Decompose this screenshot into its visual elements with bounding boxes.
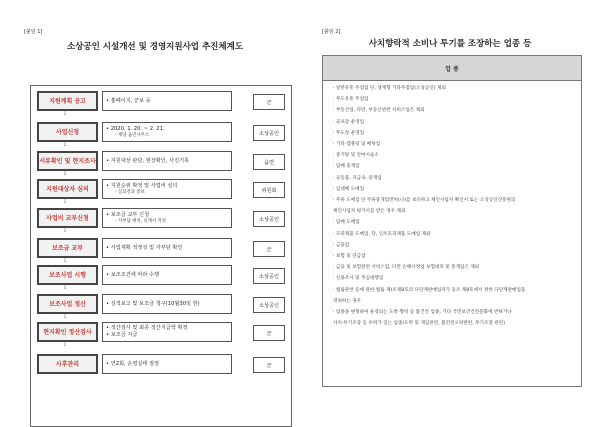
step-name-box — [37, 151, 98, 171]
step-name-box — [37, 91, 98, 111]
step-description-box — [102, 179, 232, 199]
step-name-box — [37, 354, 98, 374]
step-description: • 지원대상 판단, 현장확인, 사진기록 — [106, 157, 190, 164]
list-item: · 무도장 운영업 — [333, 130, 365, 136]
step-description: • 보조조건에 따라 수행 — [106, 271, 160, 278]
step-description-box — [102, 294, 232, 314]
step-description: • 실적보고 및 보조금 청구(10월30일 한) — [106, 300, 200, 307]
list-item: · 담배 도매업 — [333, 220, 360, 226]
step-description-box — [102, 265, 232, 285]
list-item: · 신용조사 및 추심대행업 — [333, 276, 384, 282]
step-agency: 읍면 — [253, 154, 285, 170]
down-arrow-icon: ⇩ — [63, 342, 68, 348]
step-description-box — [102, 354, 232, 374]
step-description-box — [102, 322, 232, 342]
list-item: · 법률관련 등에 관한 법률 제(조제8호의 다단계판매업자가 동조 제8호에서 정한 다단계판매업을 — [333, 287, 526, 293]
step-sub-description: - 자부담 예치, 실계서 작성 — [115, 218, 166, 224]
step-description: • 보조금 교부 신청 — [106, 211, 150, 218]
table-header: 업 종 — [323, 56, 581, 81]
process-step — [37, 265, 283, 285]
business-type-table — [322, 55, 582, 387]
step-sub-description: - 심의결과 통보 — [115, 189, 145, 195]
list-item: · 담배 중개업 — [333, 164, 360, 170]
step-name-box — [37, 122, 98, 142]
down-arrow-icon: ⇩ — [63, 142, 68, 148]
right-page — [300, 0, 600, 424]
list-item: 사치·투기조장 등 우려가 있는 업종(도박 및 게임관련, 불건전오락관련, 투기조장 관련) — [333, 321, 505, 327]
step-name-box — [37, 238, 98, 258]
step-name: 보조금 교부 — [51, 244, 84, 252]
step-agency: 군 — [253, 241, 285, 257]
process-step — [37, 151, 283, 171]
list-item: · 주류 도매업 단 주류중개업면허(나)를 보유하고 제인사업자 확인서 또는 소상공인진흥원의 — [333, 198, 516, 204]
step-description-box — [102, 122, 232, 142]
process-step — [37, 179, 283, 199]
step-agency: 소상공인 — [253, 211, 285, 227]
step-description: • 연2회, 운영실태 점검 — [106, 360, 160, 367]
step-name: 사업비 교부신청 — [46, 214, 89, 222]
process-step — [37, 322, 283, 342]
down-arrow-icon: ⇩ — [63, 171, 68, 177]
list-item: · 보험 및 연금업 — [333, 254, 366, 260]
attachment-tag: [붙임 1] — [24, 29, 43, 35]
step-sub-description: - 제당 읍면사무소 — [115, 132, 150, 138]
process-step — [37, 238, 283, 258]
list-item: 제인사업자 평가서를 받은 경우 제외 — [333, 209, 406, 215]
step-description: • 정산검사 및 최종 정산지급액 확정 — [106, 325, 188, 332]
business-type-list — [333, 83, 577, 329]
step-name-box — [37, 208, 98, 228]
process-step — [37, 354, 283, 374]
step-agency: 소상공인 — [253, 268, 285, 284]
left-page — [0, 0, 300, 424]
page-title: 소상공인 시설개선 및 경영지원사업 추진체계도 — [66, 42, 244, 52]
step-agency: 군 — [253, 357, 285, 373]
list-item: · 모피제품 도매업, 단, 인조모피제품 도매업 제외 — [333, 231, 431, 237]
step-name-box — [37, 294, 98, 314]
step-name: 현지확인 정산검사 — [43, 328, 92, 336]
down-arrow-icon: ⇩ — [63, 258, 68, 264]
process-step — [37, 91, 283, 111]
down-arrow-icon: ⇩ — [63, 285, 68, 291]
list-item: · 업종을 변형하여 운영되는 도박·향락 등 불건전 업종, 기타 국민보건건전문화에 반하거나 — [333, 310, 512, 316]
step-description: • 홈페이지, 군보 등 — [106, 97, 151, 104]
list-item: · 부동산업, 다만, 부동산관련 서비스업은 제외 — [333, 108, 425, 114]
step-description-box — [102, 208, 232, 228]
list-item: · 임대배 도매업 — [333, 186, 365, 192]
step-name: 서류확인 및 현지조사 — [39, 157, 96, 165]
step-name-box — [37, 265, 98, 285]
process-step — [37, 294, 283, 314]
page-title: 사치향락적 소비나 투기를 조장하는 업종 등 — [368, 39, 532, 49]
down-arrow-icon: ⇩ — [63, 314, 68, 320]
list-item: · 골동품, 귀금속, 중개업 — [333, 175, 382, 181]
list-item: 영위하는 경우 — [333, 298, 362, 304]
process-step — [37, 208, 283, 228]
process-flowchart — [30, 85, 292, 427]
list-item: · 금융업 — [333, 242, 350, 248]
step-name: 사후관리 — [55, 360, 80, 368]
step-description: • 2020. 1. 20. ~ 2. 21. — [106, 125, 165, 132]
attachment-tag: [붙임 2] — [322, 29, 341, 35]
step-agency: 군 — [253, 94, 285, 110]
list-item: · 골프장 운영업 — [333, 119, 365, 125]
step-agency: 소상공인 — [253, 297, 285, 313]
step-description: • 사업계획 적정성 및 자부담 확인 — [106, 244, 183, 251]
step-name: 보조사업 시행 — [49, 271, 86, 279]
step-agency: 위원회 — [253, 182, 285, 198]
process-step — [37, 122, 283, 142]
step-agency: 군 — [253, 325, 285, 341]
step-description-box — [102, 238, 232, 258]
list-item: · 기타 갬블링 및 베팅업 — [333, 142, 381, 148]
step-description: • 지원순위 확정 및 사업비 심의 — [106, 182, 178, 189]
down-arrow-icon: ⇩ — [63, 111, 68, 117]
step-description: • 보조금 지급 — [106, 332, 138, 338]
list-item: · 증기탕 및 안마시술소 — [333, 153, 379, 159]
step-name: 보조사업 정산 — [49, 300, 86, 308]
list-item: · 무도유흥 주점업 — [333, 97, 369, 103]
step-name-box — [37, 179, 98, 199]
down-arrow-icon: ⇩ — [63, 199, 68, 205]
step-description-box — [102, 151, 232, 171]
list-item: · 일반유흥 주점업 단, 생계형 기타주점업(소상공인) 제외 — [333, 86, 446, 91]
step-name-box — [37, 322, 98, 342]
list-item: · 금융 및 보험관련 서비스업, 다만 손해사정업 보험대리 및 중개업은 제외 — [333, 265, 480, 271]
down-arrow-icon: ⇩ — [63, 228, 68, 234]
step-description-box — [102, 91, 232, 111]
step-name: 지원대상자 심의 — [46, 185, 89, 193]
step-name: 사업신청 — [55, 128, 80, 136]
step-agency: 소상공인 — [253, 125, 285, 141]
step-name: 지원계획 공고 — [49, 97, 86, 105]
